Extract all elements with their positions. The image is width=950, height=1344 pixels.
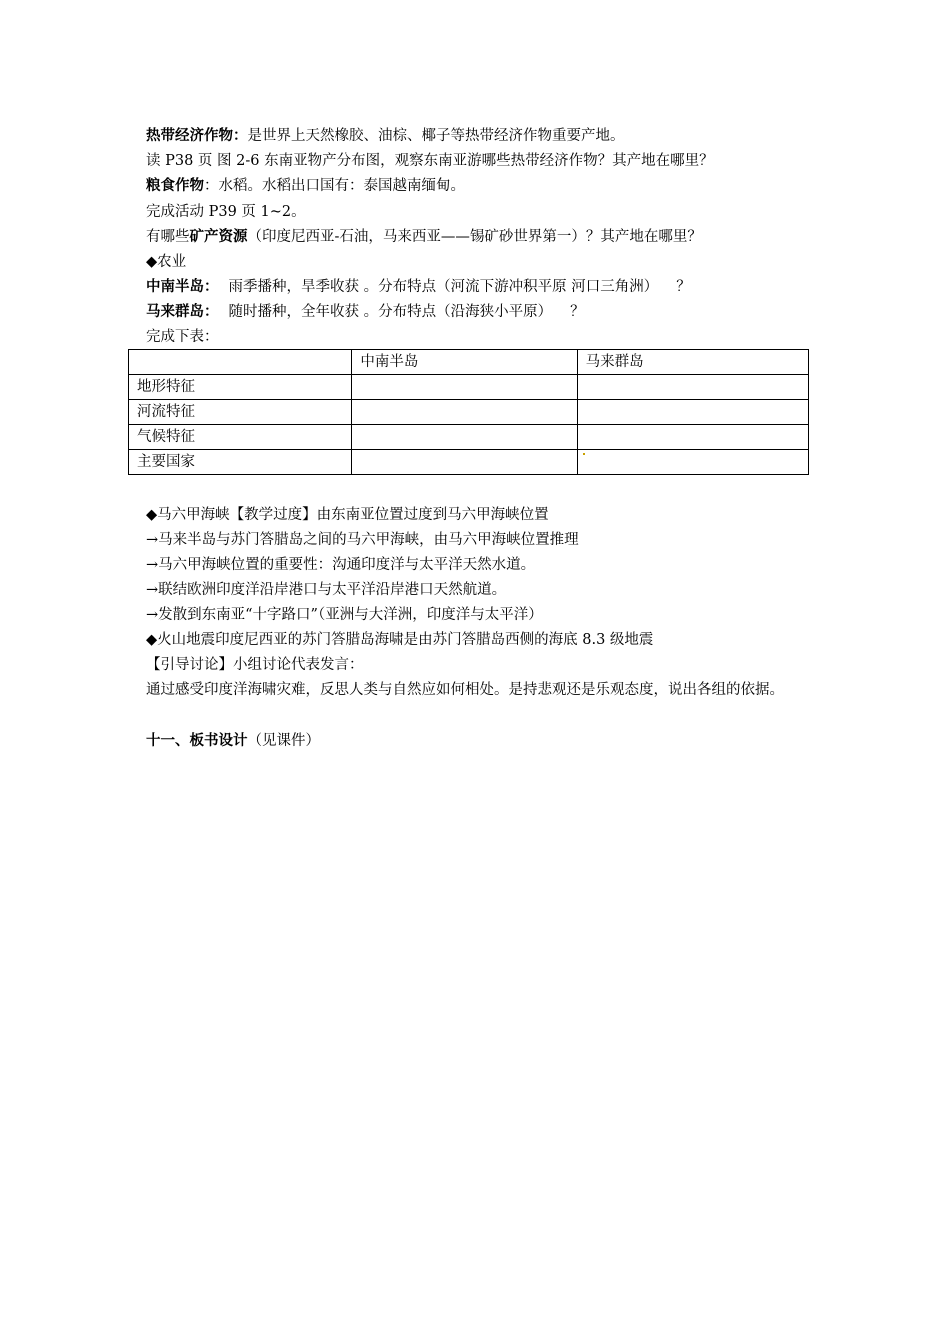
- label-mineral: 矿产资源: [189, 228, 248, 245]
- question-mark-malay: ？: [570, 304, 585, 320]
- table-row: [129, 450, 809, 475]
- text-mineral-b: （印度尼西亚-石油，马来西亚——锡矿砂世界第一）？其产地在哪里？: [247, 229, 702, 245]
- text-malay: 随时播种，全年收获 。分布特点（沿海狭小平原）: [228, 304, 553, 320]
- label-board-design: 十一、板书设计: [146, 732, 248, 749]
- text-tropical-crops: 是世界上天然橡胶、油棕、椰子等热带经济作物重要产地。: [247, 128, 625, 144]
- line-tropical-crops: [146, 126, 625, 146]
- table-cell: [577, 425, 808, 450]
- line-complete-table: 完成下表：: [146, 329, 219, 345]
- line-indochina: [146, 277, 691, 297]
- line-food-crops: [146, 176, 465, 196]
- line-crossroads: →发散到东南亚“十字路口”（亚洲与大洋洲，印度洋与太平洋）: [146, 607, 543, 623]
- table-cell: [352, 400, 577, 425]
- table-row: [129, 425, 809, 450]
- table-row-label: 气候特征: [129, 425, 352, 450]
- line-reflection: 通过感受印度洋海啸灾难，反思人类与自然应如何相处。是持悲观还是乐观态度，说出各组的依据。: [146, 682, 784, 698]
- line-earthquake: ◆火山地震印度尼西亚的苏门答腊岛海啸是由苏门答腊岛西侧的海底 8.3 级地震: [146, 632, 654, 648]
- table-row: [129, 400, 809, 425]
- stray-mark: [583, 453, 585, 455]
- table-header-cell: 中南半岛: [352, 350, 577, 375]
- table-row: [129, 375, 809, 400]
- label-indochina: 中南半岛：: [146, 278, 219, 295]
- text-food-crops: ：水稻。水稻出口国有：泰国越南缅甸。: [204, 178, 465, 194]
- table-cell: [577, 400, 808, 425]
- line-malay: [146, 302, 585, 322]
- line-activity: 完成活动 P39 页 1~2。: [146, 204, 306, 220]
- table-row-label: 河流特征: [129, 400, 352, 425]
- line-mineral: [146, 227, 702, 247]
- text-board-design: （见课件）: [247, 733, 320, 749]
- line-discussion: 【引导讨论】小组讨论代表发言：: [146, 657, 364, 673]
- line-board-design: [146, 731, 320, 751]
- label-food-crops: 粮食作物: [146, 177, 204, 194]
- line-malacca-location: →马来半岛与苏门答腊岛之间的马六甲海峡，由马六甲海峡位置推理: [146, 532, 579, 548]
- table-header-cell: 马来群岛: [577, 350, 808, 375]
- label-malay: 马来群岛：: [146, 303, 219, 320]
- line-malacca-route: →联结欧洲印度洋沿岸港口与太平洋沿岸港口天然航道。: [146, 582, 507, 598]
- line-agriculture-heading: ◆农业: [146, 254, 187, 270]
- line-read-map: 读 P38 页 图 2-6 东南亚物产分布图，观察东南亚游哪些热带经济作物？其产地在哪里？: [146, 153, 714, 169]
- text-indochina: 雨季播种，旱季收获 。分布特点（河流下游冲积平原 河口三角洲）: [228, 279, 659, 295]
- label-tropical-crops: 热带经济作物：: [146, 127, 248, 144]
- table-row-label: 主要国家: [129, 450, 352, 475]
- table-cell: [352, 375, 577, 400]
- comparison-table: [128, 349, 809, 475]
- table-cell: [577, 375, 808, 400]
- line-malacca-importance: →马六甲海峡位置的重要性：沟通印度洋与太平洋天然水道。: [146, 557, 536, 573]
- line-malacca-heading: ◆马六甲海峡【教学过度】由东南亚位置过度到马六甲海峡位置: [146, 507, 549, 523]
- text-mineral-a: 有哪些: [146, 229, 190, 245]
- table-cell: [352, 425, 577, 450]
- table-cell: [577, 450, 808, 475]
- question-mark-indochina: ？: [676, 279, 691, 295]
- table-cell: [352, 450, 577, 475]
- table-header-row: [129, 350, 809, 375]
- table-row-label: 地形特征: [129, 375, 352, 400]
- table-header-cell: [129, 350, 352, 375]
